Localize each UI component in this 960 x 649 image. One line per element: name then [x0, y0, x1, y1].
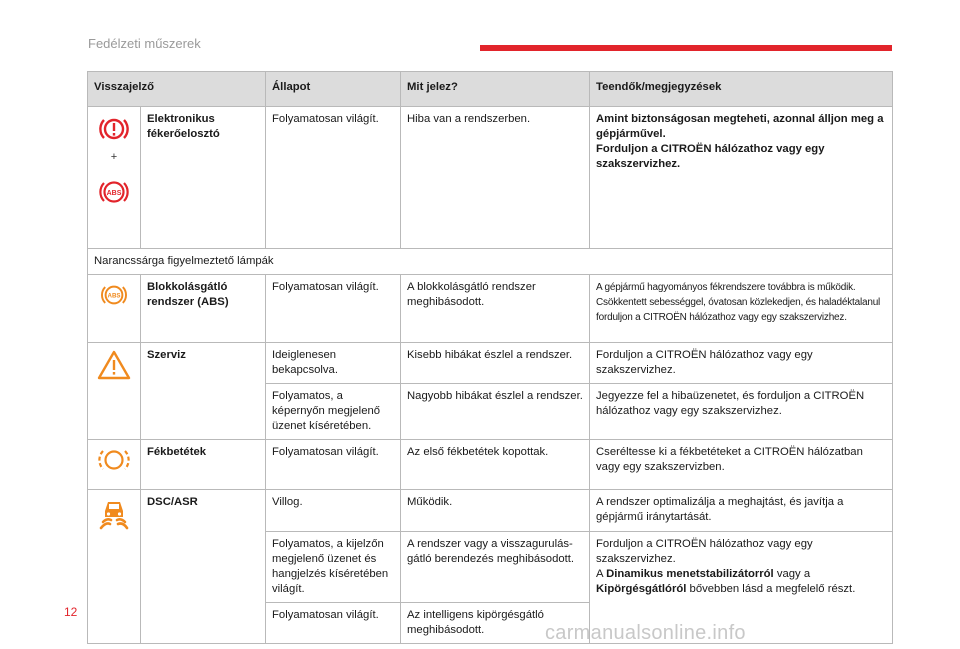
- dsc-action-1: A rendszer optimalizálja a meghajtást, és javítja a gépjármű iránytartását.: [590, 490, 893, 532]
- brake-warning-icon: [97, 112, 131, 146]
- ebd-name: Elektronikus fékerőelosztó: [141, 107, 266, 249]
- abs-orange-icon: [97, 280, 131, 310]
- plus-sign: +: [110, 151, 118, 163]
- dsc-ref-asr-link: Kipörgésgátlóról: [596, 583, 687, 595]
- warning-triangle-icon: [96, 348, 132, 382]
- col-header-indicator: Visszajelző: [88, 72, 266, 107]
- abs-name: Blokkolásgátló rendszer (ABS): [141, 275, 266, 343]
- abs-meaning: A blokkolásgátló rendszer meghibásodott.: [401, 275, 590, 343]
- col-header-meaning: Mit jelez?: [401, 72, 590, 107]
- brakepads-icon-cell: [88, 440, 141, 490]
- ebd-action: [590, 107, 893, 249]
- table-header-row: [88, 72, 893, 107]
- section-row: [88, 249, 893, 275]
- dsc-ref-text-c: bővebben lásd a megfelelő részt.: [686, 583, 856, 595]
- dsc-ref-dsc-link: Dinamikus menetstabilizátorról: [606, 568, 774, 580]
- table-row: [88, 275, 893, 343]
- dsc-state-3: Folyamatosan világít.: [266, 603, 401, 644]
- col-header-action: Teendők/megjegyzések: [590, 72, 893, 107]
- table-row: [88, 107, 893, 249]
- abs-icon-cell: [88, 275, 141, 343]
- svg-text:ABS: ABS: [107, 292, 121, 300]
- brakepads-meaning: Az első fékbetétek kopottak.: [401, 440, 590, 490]
- page-number: 12: [64, 605, 78, 619]
- ebd-state: Folyamatosan világít.: [266, 107, 401, 249]
- table-row: [88, 343, 893, 384]
- ebd-action-stop: Amint biztonságosan megteheti, azonnal álljon meg a gépjárművel.: [596, 113, 884, 140]
- brake-pads-icon: [97, 445, 131, 475]
- dsc-icon-cell: [88, 490, 141, 644]
- dsc-state-1: Villog.: [266, 490, 401, 532]
- brakepads-name: Fékbetétek: [141, 440, 266, 490]
- header-accent-bar: [480, 45, 892, 51]
- abs-red-icon: [97, 175, 131, 209]
- brakepads-state: Folyamatosan világít.: [266, 440, 401, 490]
- table-row: [88, 490, 893, 532]
- service-action-1: Forduljon a CITROËN hálózathoz vagy egy szakszervizhez.: [590, 343, 893, 384]
- section-orange-lights: Narancssárga figyelmeztető lámpák: [88, 249, 893, 275]
- dsc-meaning-2: A rendszer vagy a visszagurulás-gátló berendezés meghibásodott.: [401, 532, 590, 603]
- dsc-action-contact: Forduljon a CITROËN hálózathoz vagy egy szakszervizhez.: [596, 538, 813, 565]
- dsc-action-reference: [596, 567, 886, 597]
- watermark: carmanualsonline.info: [545, 622, 746, 644]
- service-meaning-2: Nagyobb hibákat észlel a rendszer.: [401, 384, 590, 440]
- service-icon-cell: [88, 343, 141, 440]
- ebd-meaning: Hiba van a rendszerben.: [401, 107, 590, 249]
- warning-lights-table: [87, 71, 893, 644]
- dsc-ref-text-a: A: [596, 568, 607, 580]
- svg-text:ABS: ABS: [106, 190, 122, 197]
- col-header-state: Állapot: [266, 72, 401, 107]
- dsc-meaning-1: Működik.: [401, 490, 590, 532]
- dsc-name: DSC/ASR: [141, 490, 266, 644]
- service-state-1: Ideiglenesen bekapcsolva.: [266, 343, 401, 384]
- ebd-icons: [88, 107, 141, 249]
- dsc-state-2: Folyamatos, a kijelzőn megjelenő üzenet és hangjelzés kíséretében világít.: [266, 532, 401, 603]
- service-meaning-1: Kisebb hibákat észlel a rendszer.: [401, 343, 590, 384]
- abs-action: A gépjármű hagyományos fékrendszere továbbra is működik. Csökkentett sebességgel, óvatosan közlekedjen, és haladéktalanul forduljon a CITROËN hálózathoz vagy egy szakszervizhez.: [590, 275, 893, 343]
- section-title: Fedélzeti műszerek: [88, 36, 201, 51]
- service-action-2: Jegyezze fel a hibaüzenetet, és forduljon a CITROËN hálózathoz vagy egy szakszervizhez.: [590, 384, 893, 440]
- dsc-ref-text-b: vagy a: [773, 568, 811, 580]
- service-state-2: Folyamatos, a képernyőn megjelenő üzenet kíséretében.: [266, 384, 401, 440]
- ebd-action-contact: Forduljon a CITROËN hálózathoz vagy egy szakszervizhez.: [596, 143, 825, 170]
- brakepads-action: Cseréltesse ki a fékbetéteket a CITROËN hálózatban vagy egy szakszervizben.: [590, 440, 893, 490]
- dsc-meaning-3: Az intelligens kipörgésgátló meghibásodott.: [401, 603, 590, 644]
- service-name: Szerviz: [141, 343, 266, 440]
- skidding-car-icon: [97, 495, 131, 531]
- table-row: [88, 440, 893, 490]
- abs-state: Folyamatosan világít.: [266, 275, 401, 343]
